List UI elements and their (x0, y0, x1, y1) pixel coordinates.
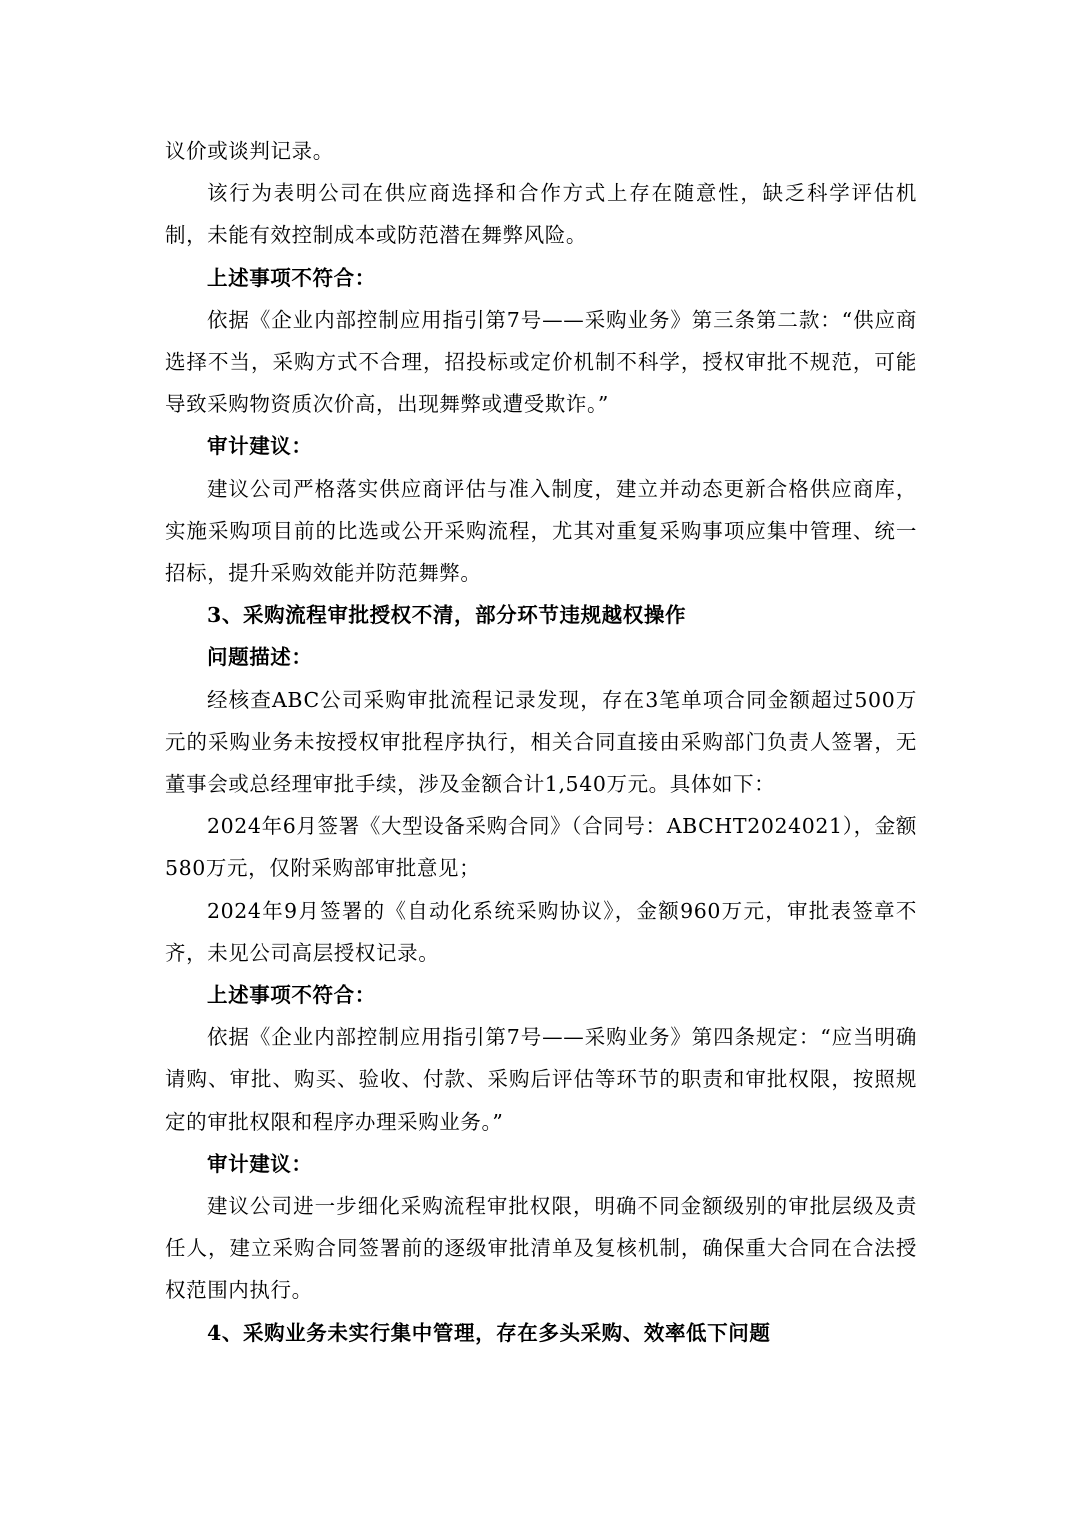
paragraph-problem-description: 经核查ABC公司采购审批流程记录发现，存在3笔单项合同金额超过500万元的采购业务未按授权审批程序执行，相关合同直接由采购部门负责人签署，无董事会或总经理审批手续，涉及金额合计1,540万元。具体如下： (165, 687, 917, 797)
paragraph-regulation-citation: 依据《企业内部控制应用指引第7号——采购业务》第三条第二款：“供应商选择不当，采购方式不合理，招投标或定价机制不科学，授权审批不规范，可能导致采购物资质次价高，出现舞弊或遭受欺诈。” (165, 307, 917, 417)
heading-audit-recommendation: 审计建议： (207, 434, 313, 459)
heading-noncompliance: 上述事项不符合： (207, 265, 376, 290)
paragraph-risk-statement: 该行为表明公司在供应商选择和合作方式上存在随意性，缺乏科学评估机制，未能有效控制成本或防范潜在舞弊风险。 (165, 181, 917, 248)
section-heading-4: 4、采购业务未实行集中管理，存在多头采购、效率低下问题 (207, 1320, 771, 1345)
paragraph-recommendation-2: 建议公司进一步细化采购流程审批权限，明确不同金额级别的审批层级及责任人，建立采购合同签署前的逐级审批清单及复核机制，确保重大合同在合法授权范围内执行。 (165, 1194, 917, 1303)
section-heading-3: 3、采购流程审批授权不清，部分环节违规越权操作 (207, 603, 687, 628)
paragraph-case-1: 2024年6月签署《大型设备采购合同》（合同号：ABCHT2024021），金额580万元，仅附采购部审批意见； (165, 814, 917, 881)
paragraph-recommendation: 建议公司严格落实供应商评估与准入制度，建立并动态更新合格供应商库，实施采购项目前的比选或公开采购流程，尤其对重复采购事项应集中管理、统一招标，提升采购效能并防范舞弊。 (165, 476, 917, 586)
document-body (165, 130, 917, 1354)
heading-audit-recommendation-2: 审计建议： (207, 1151, 313, 1176)
paragraph-continuation: 议价或谈判记录。 (165, 139, 334, 163)
paragraph-case-2: 2024年9月签署的《自动化系统采购协议》，金额960万元，审批表签章不齐，未见公司高层授权记录。 (165, 898, 917, 965)
heading-noncompliance-2: 上述事项不符合： (207, 983, 376, 1008)
heading-problem-description: 问题描述： (207, 645, 313, 670)
paragraph-regulation-citation-2: 依据《企业内部控制应用指引第7号——采购业务》第四条规定：“应当明确请购、审批、购买、验收、付款、采购后评估等环节的职责和审批权限，按照规定的审批权限和程序办理采购业务。” (165, 1025, 917, 1134)
